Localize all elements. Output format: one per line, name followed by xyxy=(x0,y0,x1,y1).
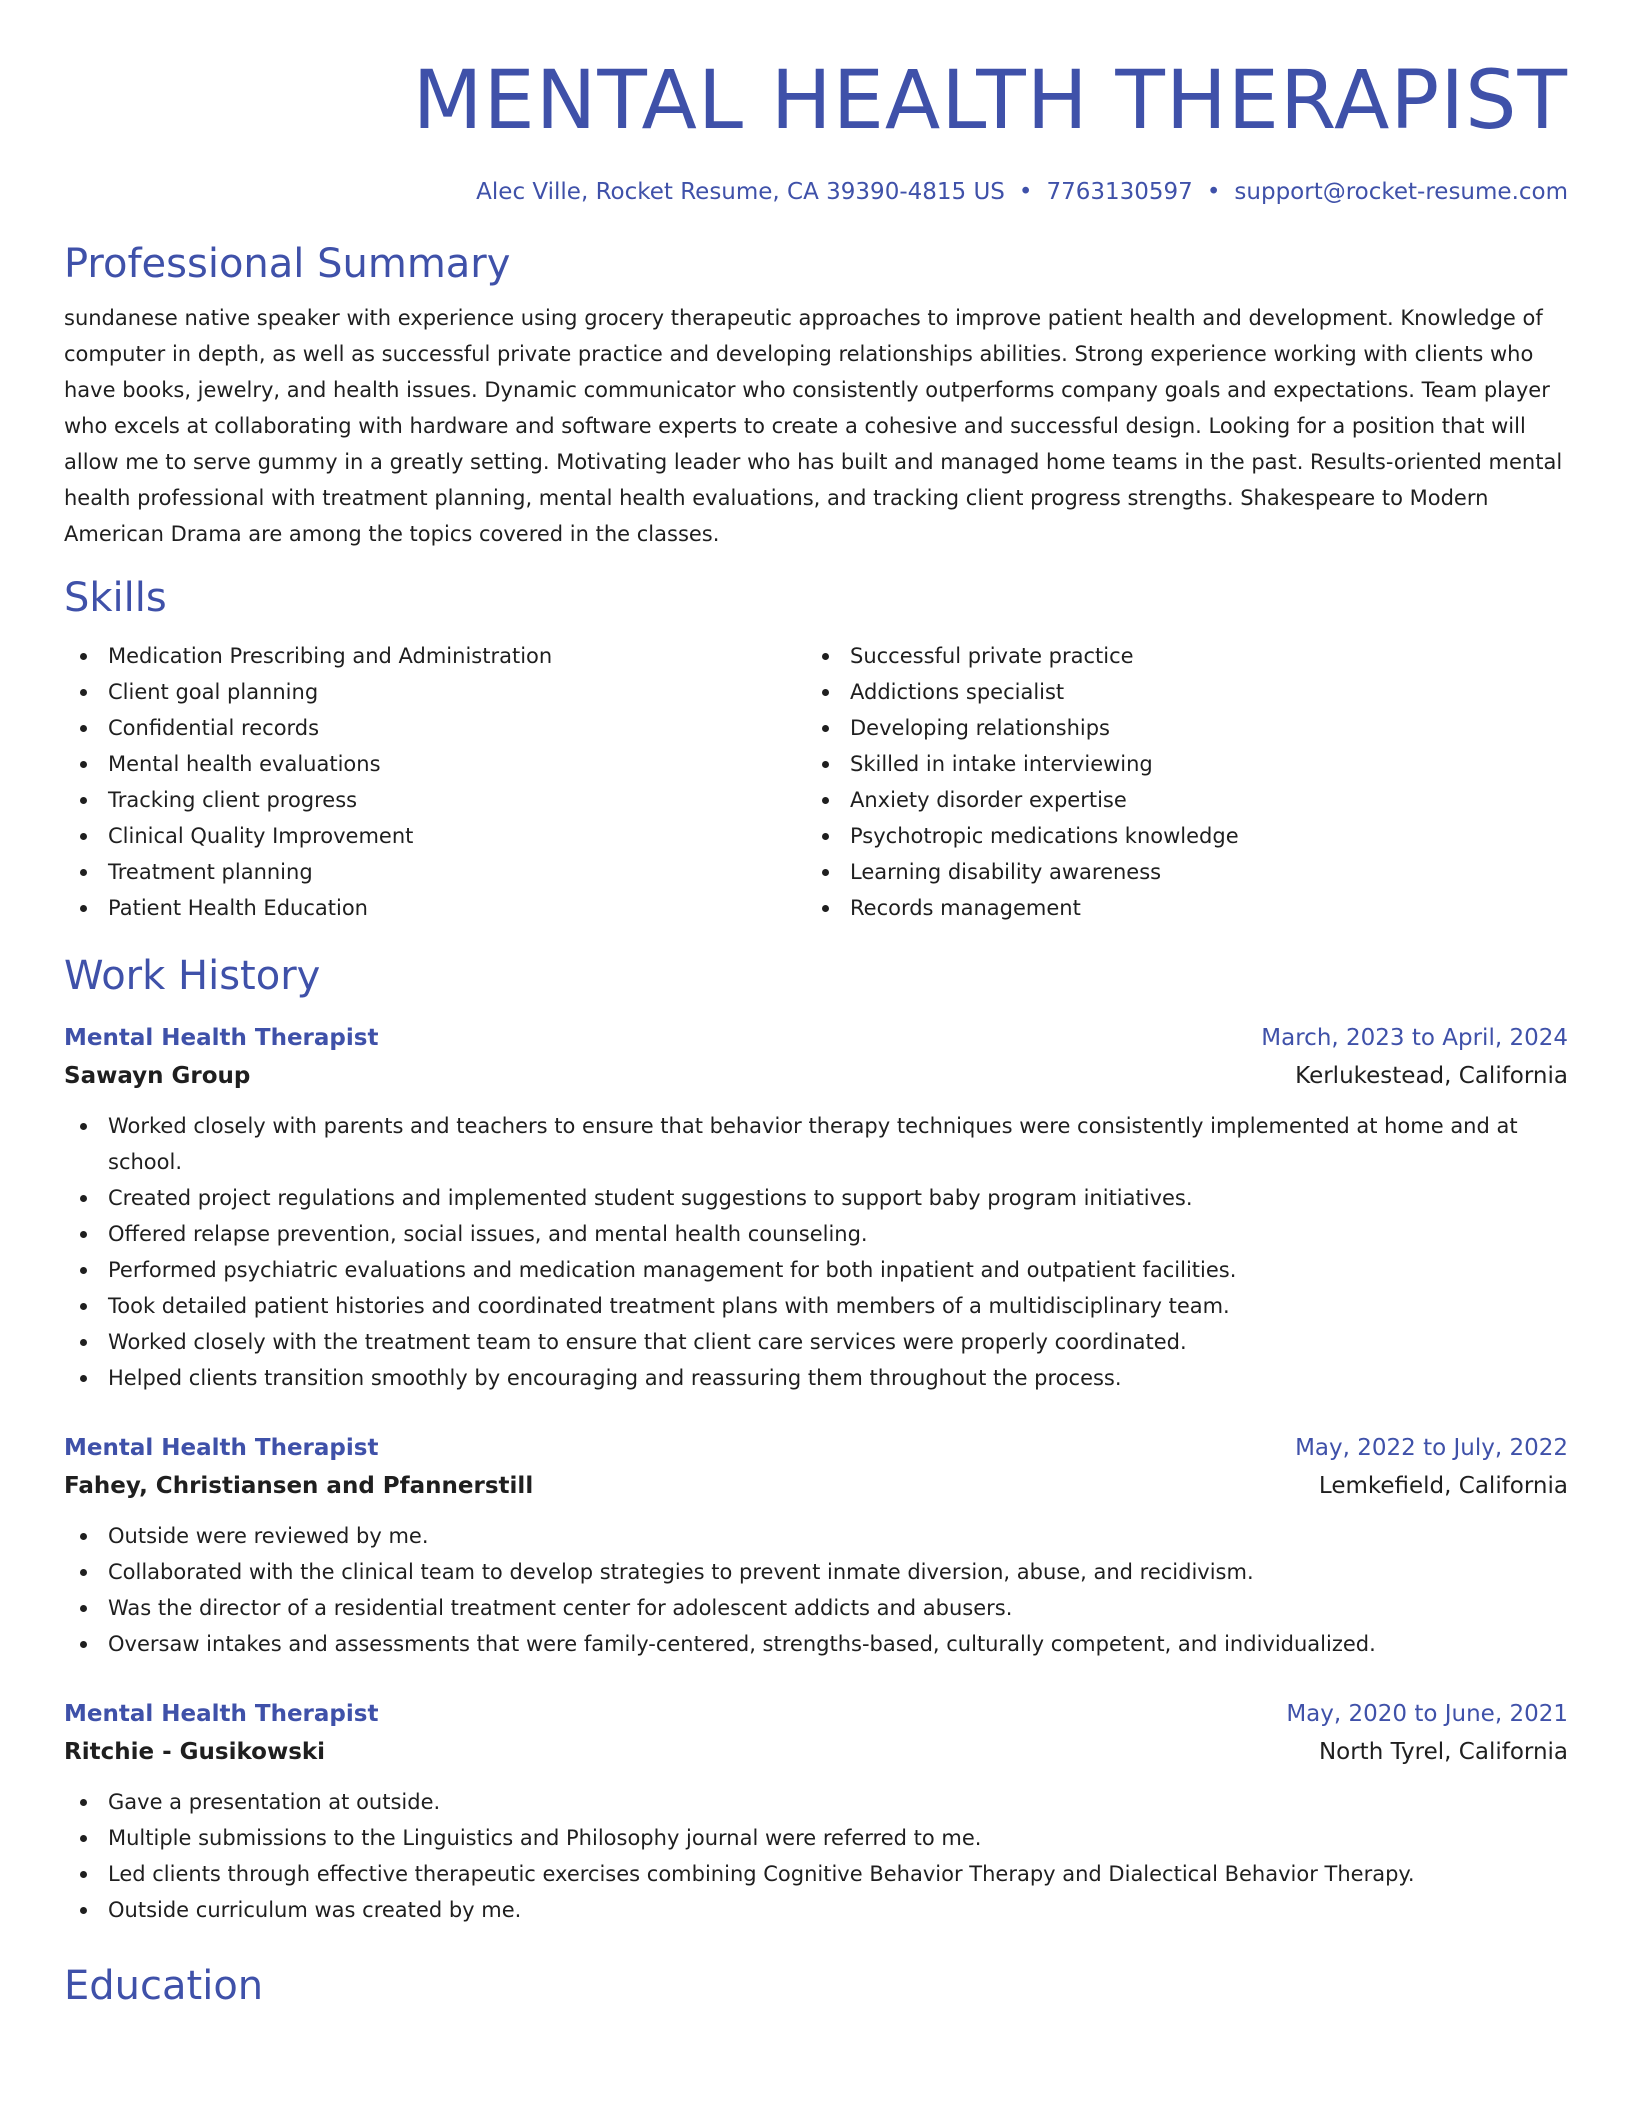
job-entry xyxy=(64,1430,1568,1662)
job-company: Ritchie - Gusikowski xyxy=(64,1739,326,1765)
skill-item: Clinical Quality Improvement xyxy=(64,818,806,854)
skill-item: Confidential records xyxy=(64,710,806,746)
job-bullet: Outside curriculum was created by me. xyxy=(64,1892,1568,1928)
job-entry xyxy=(64,1696,1568,1928)
skill-item: Psychotropic medications knowledge xyxy=(806,818,1548,854)
education-section xyxy=(64,1960,1568,2012)
summary-section xyxy=(64,238,1568,552)
skill-item: Learning disability awareness xyxy=(806,854,1548,890)
job-dates: March, 2023 to April, 2024 xyxy=(1261,1025,1568,1051)
job-company-row xyxy=(64,1056,1568,1096)
work-history-section xyxy=(64,950,1568,1928)
job-bullet: Worked closely with the treatment team to ensure that client care services were properly coordinated. xyxy=(64,1324,1568,1360)
contact-phone: 7763130597 xyxy=(1046,179,1193,205)
skill-item: Medication Prescribing and Administration xyxy=(64,638,806,674)
job-title-row xyxy=(64,1430,1568,1466)
skill-item: Mental health evaluations xyxy=(64,746,806,782)
skills-left-column xyxy=(64,638,806,926)
skills-section xyxy=(64,572,1568,926)
job-bullet: Oversaw intakes and assessments that were family-centered, strengths-based, culturally competent, and individualized. xyxy=(64,1626,1568,1662)
job-bullet: Helped clients transition smoothly by encouraging and reassuring them throughout the process. xyxy=(64,1360,1568,1396)
contact-line xyxy=(64,176,1568,208)
job-location: Kerlukestead, California xyxy=(1295,1063,1568,1089)
skills-grid xyxy=(64,638,1568,926)
job-bullet: Offered relapse prevention, social issues, and mental health counseling. xyxy=(64,1216,1568,1252)
job-title: Mental Health Therapist xyxy=(64,1435,379,1461)
skill-item: Records management xyxy=(806,890,1548,926)
skill-item: Anxiety disorder expertise xyxy=(806,782,1548,818)
skills-heading: Skills xyxy=(64,575,167,621)
job-location: North Tyrel, California xyxy=(1318,1739,1568,1765)
job-bullet: Outside were reviewed by me. xyxy=(64,1518,1568,1554)
job-bullet: Was the director of a residential treatment center for adolescent addicts and abusers. xyxy=(64,1590,1568,1626)
job-bullet: Gave a presentation at outside. xyxy=(64,1784,1568,1820)
contact-email: support@rocket-resume.com xyxy=(1234,179,1568,205)
skill-item: Patient Health Education xyxy=(64,890,806,926)
job-bullet: Multiple submissions to the Linguistics and Philosophy journal were referred to me. xyxy=(64,1820,1568,1856)
job-title: Mental Health Therapist xyxy=(64,1025,379,1051)
contact-separator: • xyxy=(1018,179,1033,205)
skill-item: Successful private practice xyxy=(806,638,1548,674)
contact-address: Alec Ville, Rocket Resume, CA 39390-4815 US xyxy=(476,179,1005,205)
job-bullets xyxy=(64,1784,1568,1928)
job-bullet: Collaborated with the clinical team to develop strategies to prevent inmate diversion, abuse, and recidivism. xyxy=(64,1554,1568,1590)
skill-item: Client goal planning xyxy=(64,674,806,710)
skill-item: Treatment planning xyxy=(64,854,806,890)
job-location: Lemkefield, California xyxy=(1318,1473,1568,1499)
work-history-heading: Work History xyxy=(64,953,321,999)
job-bullet: Performed psychiatric evaluations and medication management for both inpatient and outpatient facilities. xyxy=(64,1252,1568,1288)
resume-header xyxy=(64,0,1568,208)
job-bullets xyxy=(64,1108,1568,1396)
skill-item: Developing relationships xyxy=(806,710,1548,746)
skills-right-column xyxy=(806,638,1548,926)
skill-item: Skilled in intake interviewing xyxy=(806,746,1548,782)
contact-separator: • xyxy=(1206,179,1221,205)
job-company-row xyxy=(64,1732,1568,1772)
education-heading: Education xyxy=(64,1963,264,2009)
candidate-title: MENTAL HEALTH THERAPIST xyxy=(412,54,1568,148)
job-entry xyxy=(64,1020,1568,1396)
job-bullet: Led clients through effective therapeutic exercises combining Cognitive Behavior Therapy and Dialectical Behavior Therapy. xyxy=(64,1856,1568,1892)
job-title-row xyxy=(64,1696,1568,1732)
job-bullet: Created project regulations and implemented student suggestions to support baby program initiatives. xyxy=(64,1180,1568,1216)
skill-item: Tracking client progress xyxy=(64,782,806,818)
job-bullet: Worked closely with parents and teachers to ensure that behavior therapy techniques were consistently implemented at home and at school. xyxy=(64,1108,1568,1180)
job-dates: May, 2020 to June, 2021 xyxy=(1286,1701,1568,1727)
summary-heading: Professional Summary xyxy=(64,241,511,287)
job-bullet: Took detailed patient histories and coordinated treatment plans with members of a multidisciplinary team. xyxy=(64,1288,1568,1324)
job-title-row xyxy=(64,1020,1568,1056)
job-title: Mental Health Therapist xyxy=(64,1701,379,1727)
summary-text: sundanese native speaker with experience using grocery therapeutic approaches to improve patient health and development. Knowledge of computer in depth, as well as successful private practice and developing relationships abilities. Strong experience working with clients who have books, jewelry, and health issues. Dynamic communicator who consistently outperforms company goals and expectations. Team player who excels at collaborating with hardware and software experts to create a cohesive and successful design. Looking for a position that will allow me to serve gummy in a greatly setting. Motivating leader who has built and managed home teams in the past. Results-oriented mental health professional with treatment planning, mental health evaluations, and tracking client progress strengths. Shakespeare to Modern American Drama are among the topics covered in the classes. xyxy=(64,306,1563,546)
job-company: Fahey, Christiansen and Pfannerstill xyxy=(64,1473,534,1499)
job-bullets xyxy=(64,1518,1568,1662)
job-company-row xyxy=(64,1466,1568,1506)
job-company: Sawayn Group xyxy=(64,1063,251,1089)
skill-item: Addictions specialist xyxy=(806,674,1548,710)
job-dates: May, 2022 to July, 2022 xyxy=(1295,1435,1568,1461)
